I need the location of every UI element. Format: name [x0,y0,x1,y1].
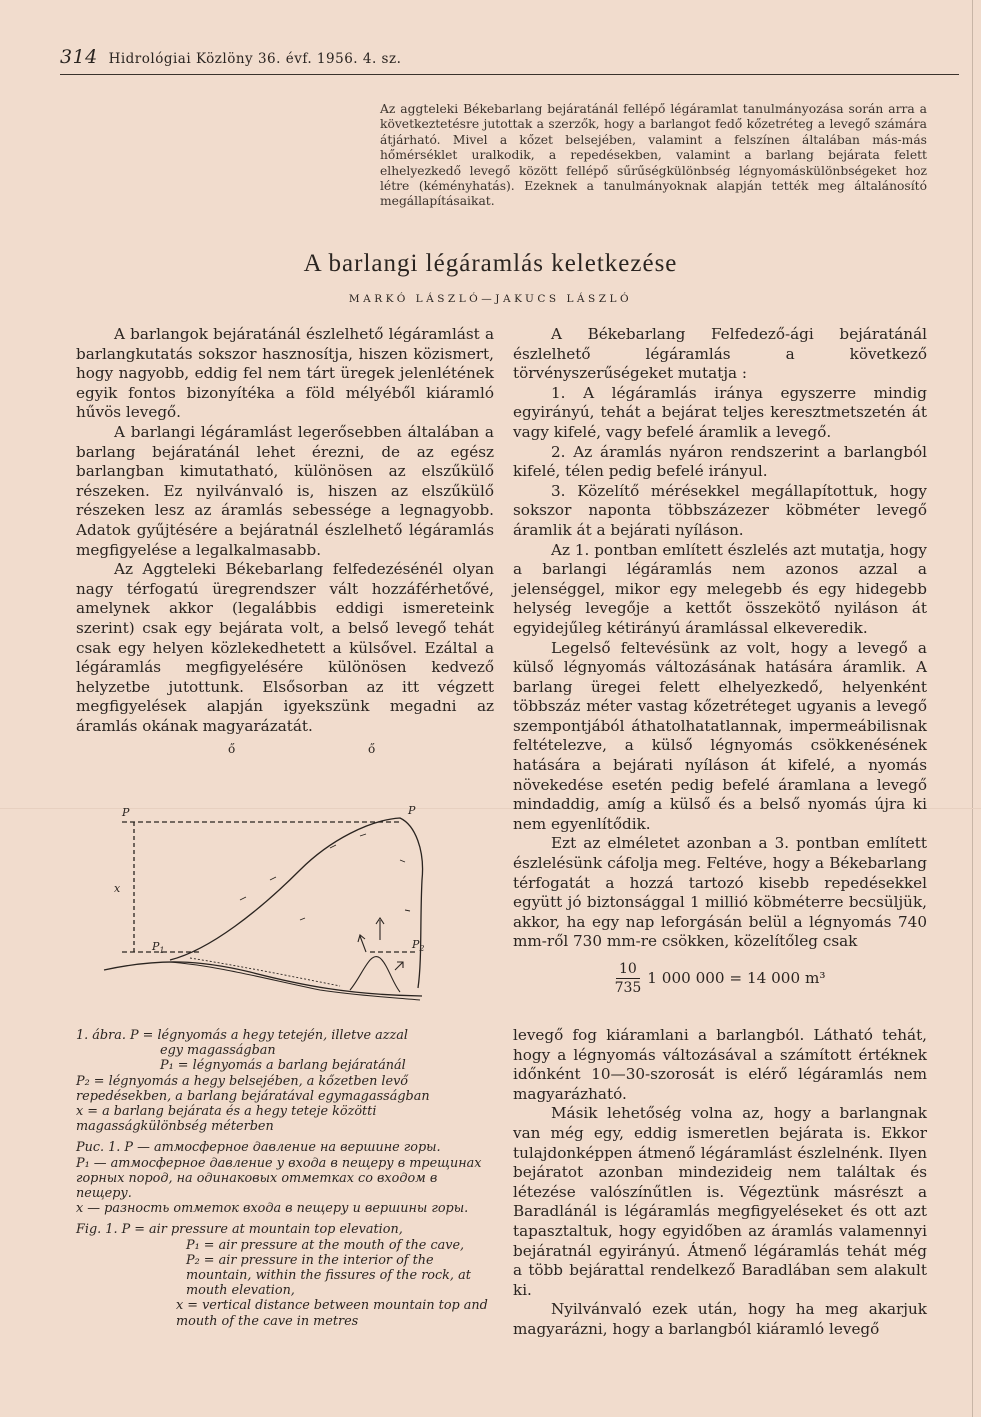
stray-mark: ő [228,742,236,756]
page-number: 314 [60,46,98,68]
caption-line: x = a barlang bejárata és a hegy teteje közötti magasságkülönbség méterben [76,1104,377,1135]
paragraph: 1. A légáramlás iránya egyszerre mindig egyirányú, tehát a bejárat teljes keresztmetszetén át vagy kifelé, vagy befelé áramlik a levegő. [513,383,927,441]
formula [513,960,927,997]
cave-chamber [350,957,400,992]
paragraph: A Békebarlang Felfedező-ági bejáratánál észlelhető légáramlás a következő törvényszerűségeket mutatja : [513,325,927,383]
journal-title: Hidrológiai Közlöny 36. évf. 1956. 4. sz. [108,51,402,67]
running-header [60,46,959,75]
fraction-denominator: 735 [614,980,642,996]
abstract: Az aggteleki Békebarlang bejáratánál fellépő légáramlat tanulmányozása során arra a következtetésre jutottak a szerzők, hogy a barlangot fedő kőzetréteg a levegő számára átjárható. Mivel a kőzet belsejében, valamint a felszínen általában más-más hőmérséklet uralkodik, a repedésekben, valamint a barlang bejárata felett elhelyezkedő levegő között fellépő sűrűségkülönbség légnyomáskülönbségeket hoz létre (kéményhatás). Ezeknek a tanulmányoknak alapján tették meg általánosító megállapításaikat. [380,102,927,209]
mountain-outline [170,818,423,988]
figure-caption [76,1028,494,1329]
paragraph: Ezt az elméletet azonban a 3. pontban említett észlelésünk cáfolja meg. Feltéve, hogy a Békebarlang térfogatát a hozzá tartozó kisebb repedésekkel együtt jó biztonsággal 1 millió köbméterre becsüljük, akkor, ha egy nap leforgásán belül a légnyomás 740 mm-ről 730 mm-re csökken, közelítőleg csak [513,834,927,951]
paragraph: Az Aggteleki Békebarlang felfedezésénél olyan nagy térfogatú üregrendszer vált hozzáférhetővé, amelynek akkor (legalábbis eddigi ismereteink szerint) csak egy bejárata volt, a belső levegő tehát csak egy helyen közlekedhetett a külsővel. Ezáltal a légáramlás megfigyelésére különösen kedvező helyzetbe jutottunk. Elsősorban az itt végzett megfigyelések alapján igyekszünk megadni az áramlás okának magyarázatát. [76,560,494,735]
right-column-top [513,325,927,1005]
paragraph: A barlangok bejáratánál észlelhető légáramlást a barlangkutatás sokszor hasznosítja, hiszen közismert, hogy nagyobb, eddig fel nem tárt üregek jelenlétének egyik fontos bizonyítéka a föld mélyéből kiáramló hűvös levegő. [76,325,494,422]
caption-line: 1. ábra. P = légnyomás a hegy tetején, illetve azzal [76,1028,408,1043]
caption-line: P₂ = air pressure in the interior of the mountain, within the fissures of the rock, at mouth elevation, [186,1252,471,1299]
article-title: A barlangi légáramlás keletkezése [303,250,678,277]
paragraph: 2. Az áramlás nyáron rendszerint a barlangból kifelé, télen pedig befelé irányul. [513,442,927,481]
label-p-right: P [408,804,416,817]
fraction-numerator: 10 [616,960,640,979]
figure-1-diagram [100,800,440,1030]
caption-line: x = vertical distance between mountain top and mouth of the cave in metres [176,1298,488,1329]
paragraph: Az 1. pontban említett észlelés azt mutatja, hogy a barlangi légáramlás nem azonos azzal a jelenséggel, mikor egy melegebb és egy hidegebb helység levegője a kettőt összekötő nyiláson át egyidejűleg kétirányú áramlással elkeveredik. [513,540,927,637]
fraction [615,960,642,997]
paragraph: Nyilvánvaló ezek után, hogy ha meg akarjuk magyarázni, hogy a barlangból kiáramló levegő [513,1300,927,1338]
paragraph: 3. Közelítő mérésekkel megállapítottuk, hogy sokszor naponta többszázezer köbméter levegő áramlik át a bejárati nyíláson. [513,481,927,539]
right-margin-line [972,0,973,1417]
ground-line [104,962,422,996]
paragraph: Másik lehetőség volna az, hogy a barlangnak van még egy, eddig ismeretlen bejárata is. Ekkor tulajdonképpen átmenő légáramlást észlelnénk. Ilyen bejáratot azonban mindezideig nem találtak és létezése valószínűtlen is. Végeztünk másrészt a Baradlánál is légáramlás megfigyeléseket és ott azt tapasztaltuk, hogy egyidőben az áramlás valamennyi bejáratnál egyirányú. Átmenő légáramlás tehát még a több bejárattal rendelkező Baradlában sem alakult ki. [513,1104,927,1299]
cave-passage [190,958,340,986]
right-column-bottom [513,1026,927,1340]
label-p2: $P_2$ [412,938,425,953]
caption-line: egy magasságban [160,1043,276,1059]
caption-russian [76,1140,494,1216]
label-p: P [122,806,130,819]
caption-line: P₁ = air pressure at the mouth of the cave, [186,1237,465,1253]
caption-line: P₁ — атмосферное давление у входа в пещеру в трещинах горных пород, на одинаковых отметках со входом в пещеру. [76,1155,482,1202]
airflow-arrow [376,918,384,940]
caption-english [76,1222,494,1328]
caption-line: Fig. 1. P = air pressure at mountain top elevation, [76,1222,403,1238]
caption-line: Рис. 1. P — атмосферное давление на вершине горы. [76,1140,441,1156]
stray-mark: ő [368,742,376,756]
caption-line: P₁ = légnyomás a barlang bejáratánál [160,1058,406,1074]
paragraph: A barlangi légáramlást legerősebben általában a barlang bejáratánál lehet érezni, de az egész barlangban kimutatható, különösen az elszűkülő részeken. Ez nyilvánvaló is, hiszen az elszűkülő részeken lesz az áramlás sebessége a legnagyobb. Adatok gyűjtésére a bejáratnál észlelhető légáramlás megfigyelése a legalkalmasabb. [76,422,494,559]
caption-line: P₂ = légnyomás a hegy belsejében, a kőzetben levő repedésekben, a barlang bejáratával egymagasságban [76,1073,430,1104]
paragraph: Legelső feltevésünk az volt, hogy a levegő a külső légnyomás változásának hatására áramlik. A barlang üregei felett elhelyezkedő, helyenként többszáz méter vastag kőzetréteget ugyanis a levegő szempontjából áthatolhatatlannak, impermeábilisnak feltételezve, a külső légnyomás csökkenésének hatására a bejárati nyíláson át kifelé, a nyomás növekedése esetén pedig befelé áramlana a levegő mindaddig, amíg a külső és a belső nyomás újra ki nem egyenlítődik. [513,638,927,833]
label-x: x [114,882,121,895]
paragraph: levegő fog kiáramlani a barlangból. Látható tehát, hogy a légnyomás változásával a számított értéknek időnként 10—30-szorosát is elérő légáramlás nem magyarázható. [513,1026,927,1103]
label-p1: $P_1$ [152,940,165,955]
authors: MARKÓ LÁSZLÓ—JAKUCS LÁSZLÓ [348,293,633,305]
caption-line: x — разность отметок входа в пещеру и вершины горы. [76,1201,469,1217]
left-column [76,325,494,736]
formula-rest: 1 000 000 = 14 000 m³ [647,968,826,987]
